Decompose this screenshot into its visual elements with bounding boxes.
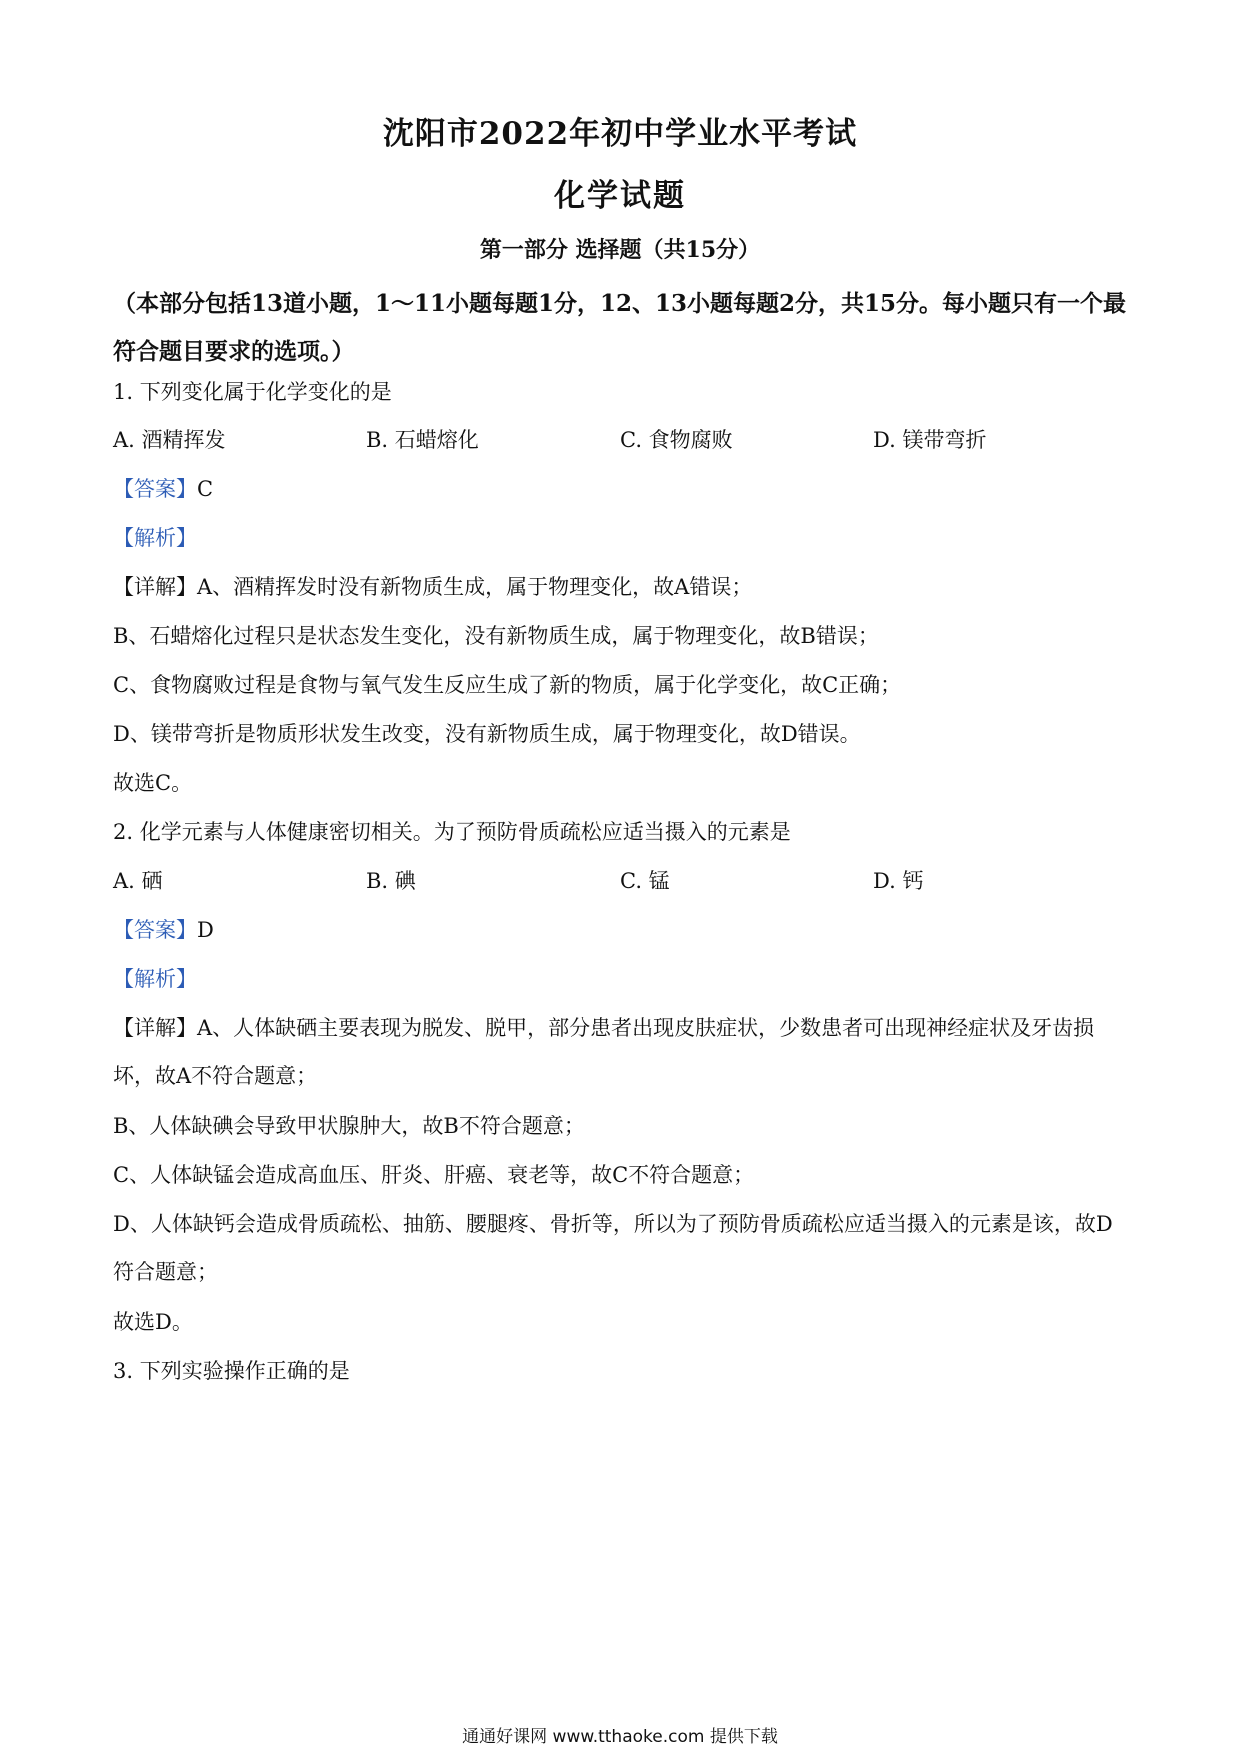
- exam-title: 沈阳市2022年初中学业水平考试: [382, 116, 858, 152]
- answer-label: 【答案】: [113, 918, 197, 942]
- question-2-option-c: C. 锰: [620, 869, 670, 893]
- detail-text: A、人体缺硒主要表现为脱发、脱甲，部分患者出现皮肤症状，少数患者可出现神经症状及牙齿损坏，故A不符合题意；: [113, 1016, 1095, 1088]
- exam-subtitle: 化学试题: [554, 178, 686, 214]
- question-1-option-a: A. 酒精挥发: [113, 428, 226, 452]
- question-2-options: [113, 866, 1133, 896]
- analysis-label: 【解析】: [113, 526, 197, 550]
- detail-text: A、酒精挥发时没有新物质生成，属于物理变化，故A错误；: [197, 575, 753, 599]
- question-1-option-c: C. 食物腐败: [620, 428, 733, 452]
- question-1-options: [113, 425, 1133, 455]
- question-2-option-b: B. 碘: [366, 869, 416, 893]
- question-2-conclusion: 故选D。: [113, 1310, 193, 1334]
- question-1-answer: [113, 474, 1133, 504]
- question-2-stem: 2. 化学元素与人体健康密切相关。为了预防骨质疏松应适当摄入的元素是: [113, 820, 791, 844]
- question-3-stem: 3. 下列实验操作正确的是: [113, 1359, 350, 1383]
- question-2-detail-b: B、人体缺碘会导致甲状腺肿大，故B不符合题意；: [113, 1114, 585, 1138]
- question-1-option-b: B. 石蜡熔化: [366, 428, 479, 452]
- question-1-detail-c: C、食物腐败过程是食物与氧气发生反应生成了新的物质，属于化学变化，故C正确；: [113, 673, 902, 697]
- question-1-detail-d: D、镁带弯折是物质形状发生改变，没有新物质生成，属于物理变化，故D错误。: [113, 722, 861, 746]
- question-2-detail-c: C、人体缺锰会造成高血压、肝炎、肝癌、衰老等，故C不符合题意；: [113, 1163, 755, 1187]
- question-2-analysis: [113, 964, 1133, 994]
- analysis-label: 【解析】: [113, 967, 197, 991]
- detail-label: 【详解】: [113, 575, 197, 599]
- detail-label: 【详解】: [113, 1016, 197, 1040]
- question-1-detail-b: B、石蜡熔化过程只是状态发生变化，没有新物质生成，属于物理变化，故B错误；: [113, 624, 879, 648]
- question-1-option-d: D. 镁带弯折: [873, 428, 987, 452]
- section-heading: 第一部分 选择题（共15分）: [479, 237, 761, 263]
- question-1-analysis: [113, 523, 1133, 553]
- question-1-conclusion: 故选C。: [113, 771, 193, 795]
- question-2-answer: [113, 915, 1133, 945]
- page-footer: 通通好课网 www.tthaoke.com 提供下载: [462, 1727, 778, 1747]
- question-2-option-d: D. 钙: [873, 869, 924, 893]
- section-instructions: （本部分包括13道小题，1～11小题每题1分，12、13小题每题2分，共15分。每小题只有一个最符合题目要求的选项。）: [113, 290, 1127, 365]
- question-2-option-a: A. 硒: [113, 869, 163, 893]
- question-2-detail-a: [113, 1004, 1133, 1100]
- question-2-detail-d: D、人体缺钙会造成骨质疏松、抽筋、腰腿疼、骨折等，所以为了预防骨质疏松应适当摄入的元素是该，故D符合题意；: [113, 1212, 1113, 1284]
- question-1-detail-a: [113, 572, 1133, 602]
- answer-value: D: [197, 918, 214, 942]
- answer-value: C: [197, 477, 214, 501]
- answer-label: 【答案】: [113, 477, 197, 501]
- question-1-stem: 1. 下列变化属于化学变化的是: [113, 380, 392, 404]
